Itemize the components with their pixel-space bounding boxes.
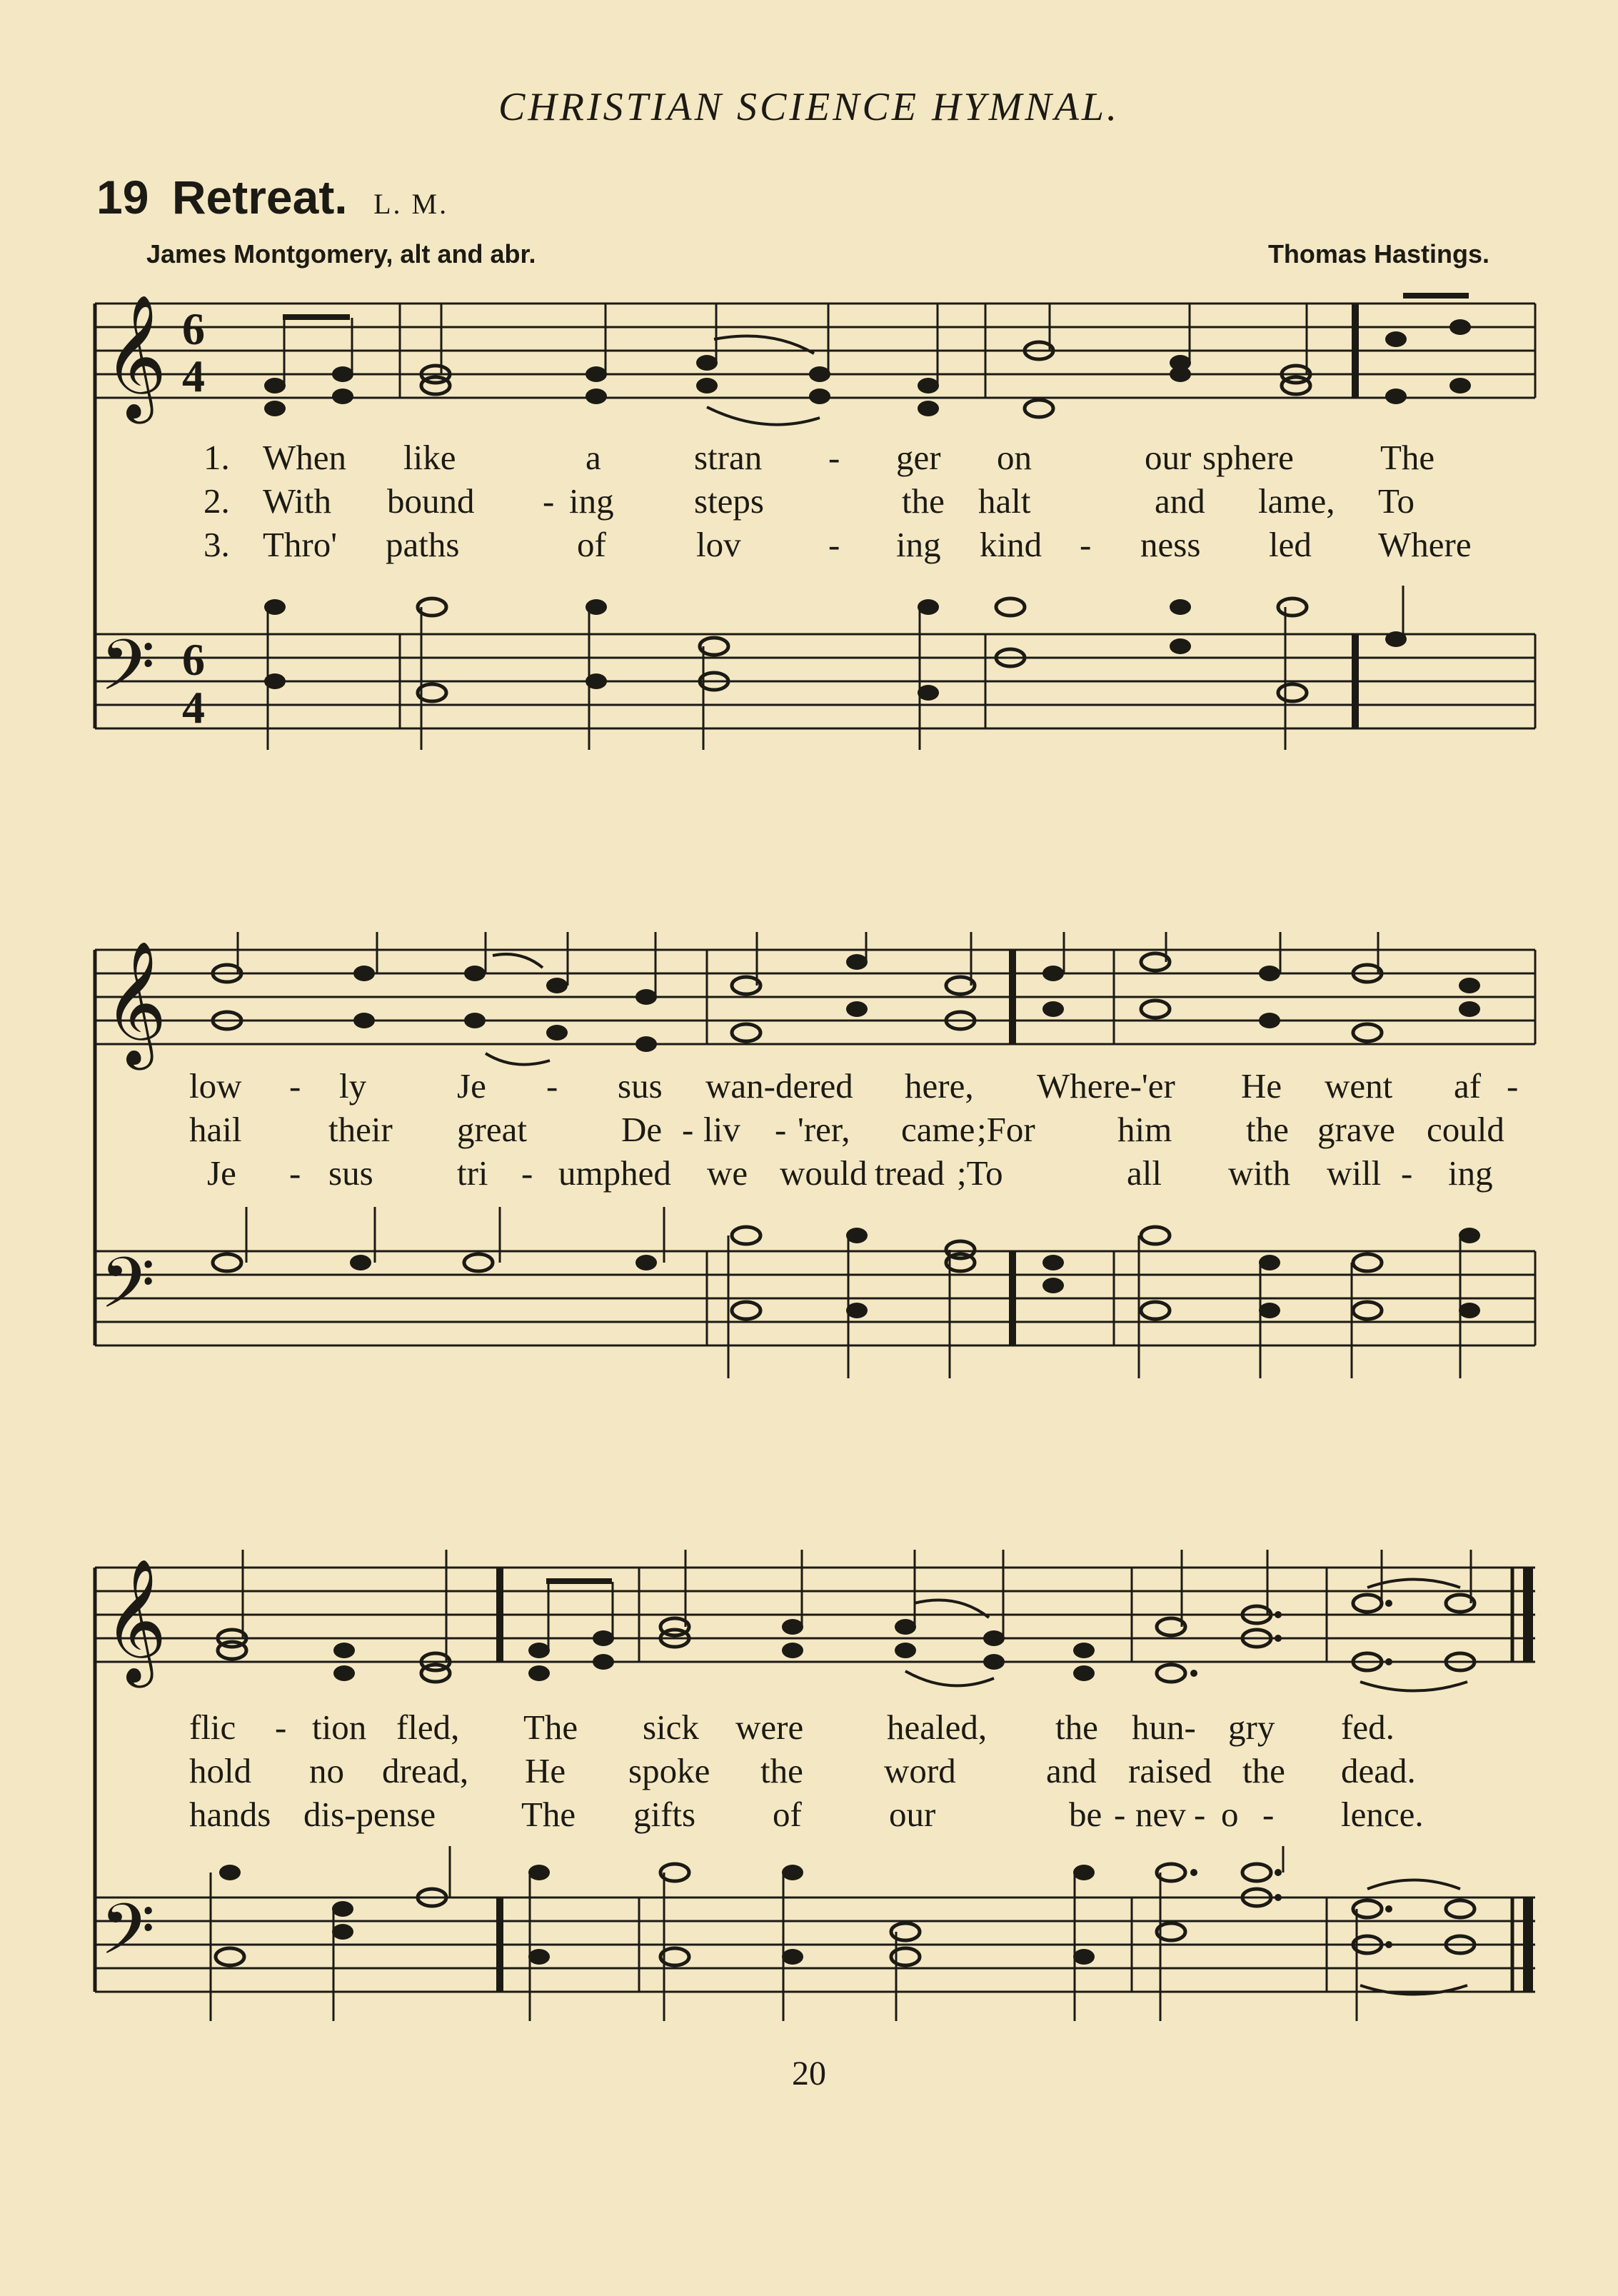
hymn-meter: L. M. bbox=[373, 188, 449, 220]
svg-text:6: 6 bbox=[182, 634, 205, 685]
lyric-syllable: be bbox=[1069, 1795, 1102, 1834]
lyric-syllable: fled, bbox=[396, 1708, 460, 1747]
lyric-syllable: dead. bbox=[1341, 1751, 1416, 1790]
music-system-2 bbox=[0, 928, 1618, 1393]
lyric-line-verse-2 bbox=[0, 481, 1618, 523]
svg-text:𝄞: 𝄞 bbox=[104, 294, 167, 418]
lyric-syllable: dread, bbox=[382, 1751, 469, 1790]
lyric-syllable: - bbox=[1401, 1153, 1413, 1193]
lyric-syllable: kind bbox=[980, 525, 1042, 564]
lyric-syllable: - bbox=[1194, 1795, 1206, 1834]
lyric-syllable: Thro' bbox=[263, 525, 338, 564]
lyric-syllable: lov bbox=[696, 525, 741, 564]
lyric-syllable: ing bbox=[569, 481, 614, 521]
lyric-syllable: 1. bbox=[203, 438, 230, 477]
lyric-syllable: our bbox=[889, 1795, 936, 1834]
lyric-syllable: will bbox=[1327, 1153, 1382, 1193]
lyric-line-verse-1 bbox=[0, 1707, 1618, 1750]
lyric-line-verse-1 bbox=[0, 1066, 1618, 1108]
hymn-number: 19 bbox=[96, 171, 149, 224]
lyric-syllable: steps bbox=[694, 481, 764, 521]
lyric-syllable: paths bbox=[386, 525, 460, 564]
lyric-syllable: o bbox=[1221, 1795, 1239, 1834]
lyric-syllable: - bbox=[275, 1708, 287, 1747]
lyric-syllable: flic bbox=[189, 1708, 236, 1747]
lyric-syllable: sus bbox=[618, 1066, 663, 1106]
lyric-line-verse-1 bbox=[0, 437, 1618, 480]
svg-text:𝄞: 𝄞 bbox=[104, 1558, 167, 1683]
lyric-syllable: word bbox=[884, 1751, 956, 1790]
lyric-syllable: With bbox=[263, 481, 332, 521]
lyric-syllable: ;For bbox=[977, 1110, 1035, 1149]
lyric-syllable: lence. bbox=[1341, 1795, 1424, 1834]
lyric-syllable: - bbox=[828, 525, 840, 564]
lyric-syllable: their bbox=[328, 1110, 393, 1149]
lyric-syllable: tri bbox=[457, 1153, 488, 1193]
lyric-syllable: ly bbox=[339, 1066, 367, 1106]
lyric-syllable: on bbox=[997, 438, 1032, 477]
lyric-syllable: ness bbox=[1140, 525, 1201, 564]
lyric-syllable: - bbox=[775, 1110, 787, 1149]
lyric-syllable: The bbox=[1380, 438, 1435, 477]
lyric-line-verse-3 bbox=[0, 1153, 1618, 1195]
svg-text:4: 4 bbox=[182, 351, 205, 401]
svg-text:𝄢: 𝄢 bbox=[100, 1243, 156, 1342]
lyric-syllable: tion bbox=[312, 1708, 367, 1747]
lyric-syllable: - bbox=[521, 1153, 533, 1193]
lyric-syllable: wan-dered bbox=[705, 1066, 853, 1106]
lyric-syllable: Je bbox=[207, 1153, 236, 1193]
lyric-syllable: - bbox=[289, 1153, 301, 1193]
lyric-syllable: When bbox=[263, 438, 346, 477]
lyric-syllable: the bbox=[1246, 1110, 1289, 1149]
lyric-syllable: came bbox=[901, 1110, 975, 1149]
lyric-syllable: ing bbox=[1448, 1153, 1493, 1193]
lyric-syllable: low bbox=[189, 1066, 242, 1106]
lyric-syllable: hun- bbox=[1132, 1708, 1196, 1747]
lyric-line-verse-3 bbox=[0, 1794, 1618, 1837]
lyric-syllable: hands bbox=[189, 1795, 271, 1834]
hymn-title bbox=[96, 170, 448, 224]
lyric-syllable: sick bbox=[643, 1708, 699, 1747]
lyric-syllable: af bbox=[1454, 1066, 1482, 1106]
lyric-syllable: and bbox=[1046, 1751, 1097, 1790]
lyric-syllable: the bbox=[902, 481, 945, 521]
lyric-syllable: our bbox=[1145, 438, 1192, 477]
lyric-syllable: halt bbox=[978, 481, 1031, 521]
lyric-syllable: 3. bbox=[203, 525, 230, 564]
page-number: 20 bbox=[792, 2055, 826, 2092]
lyric-syllable: umphed bbox=[558, 1153, 671, 1193]
lyric-syllable: a bbox=[586, 438, 601, 477]
running-head: CHRISTIAN SCIENCE HYMNAL. bbox=[498, 85, 1120, 129]
lyric-syllable: - bbox=[828, 438, 840, 477]
lyric-syllable: De bbox=[621, 1110, 663, 1149]
lyric-syllable: sus bbox=[328, 1153, 373, 1193]
lyric-syllable: - bbox=[1080, 525, 1092, 564]
lyric-syllable: ing bbox=[896, 525, 941, 564]
lyric-syllable: He bbox=[525, 1751, 566, 1790]
lyric-syllable: of bbox=[773, 1795, 802, 1834]
author-credit: James Montgomery, alt and abr. bbox=[146, 239, 536, 269]
lyric-syllable: - bbox=[1114, 1795, 1126, 1834]
lyric-syllable: raised bbox=[1128, 1751, 1212, 1790]
lyric-syllable: the bbox=[1055, 1708, 1098, 1747]
lyric-syllable: stran bbox=[694, 438, 763, 477]
lyric-syllable: To bbox=[1378, 481, 1415, 521]
lyric-syllable: no bbox=[309, 1751, 344, 1790]
lyric-syllable: fed. bbox=[1341, 1708, 1395, 1747]
lyric-syllable: here, bbox=[905, 1066, 974, 1106]
lyric-syllable: gifts bbox=[633, 1795, 696, 1834]
lyric-line-verse-3 bbox=[0, 524, 1618, 567]
lyric-syllable: tread bbox=[875, 1153, 945, 1193]
lyric-syllable: dis-pense bbox=[303, 1795, 436, 1834]
svg-text:𝄞: 𝄞 bbox=[104, 941, 167, 1065]
lyric-syllable: of bbox=[577, 525, 606, 564]
lyric-syllable: grave bbox=[1317, 1110, 1395, 1149]
lyric-syllable: hail bbox=[189, 1110, 242, 1149]
lyric-syllable: all bbox=[1127, 1153, 1162, 1193]
svg-text:6: 6 bbox=[182, 304, 205, 354]
music-system-3 bbox=[0, 1546, 1618, 2039]
lyric-syllable: great bbox=[457, 1110, 527, 1149]
lyric-syllable: - bbox=[1507, 1066, 1519, 1106]
svg-text:𝄢: 𝄢 bbox=[100, 1889, 156, 1988]
lyric-syllable: spoke bbox=[628, 1751, 710, 1790]
svg-text:4: 4 bbox=[182, 682, 205, 733]
lyric-syllable: him bbox=[1117, 1110, 1172, 1149]
lyric-syllable: were bbox=[735, 1708, 804, 1747]
lyric-syllable: ger bbox=[896, 438, 941, 477]
lyric-syllable: with bbox=[1228, 1153, 1291, 1193]
lyric-syllable: The bbox=[523, 1708, 578, 1747]
lyric-syllable: sphere bbox=[1202, 438, 1294, 477]
music-system-1 bbox=[0, 286, 1618, 786]
lyric-syllable: - bbox=[682, 1110, 694, 1149]
lyric-syllable: healed, bbox=[887, 1708, 988, 1747]
lyric-syllable: - bbox=[1262, 1795, 1275, 1834]
lyric-syllable: gry bbox=[1228, 1708, 1275, 1747]
lyric-syllable: hold bbox=[189, 1751, 252, 1790]
hymn-name: Retreat. bbox=[171, 171, 348, 224]
lyric-syllable: would bbox=[780, 1153, 868, 1193]
lyric-line-verse-2 bbox=[0, 1109, 1618, 1152]
lyric-syllable: Where bbox=[1378, 525, 1472, 564]
lyric-syllable: bound bbox=[387, 481, 475, 521]
composer-credit: Thomas Hastings. bbox=[1267, 239, 1489, 269]
lyric-syllable: 'rer, bbox=[798, 1110, 850, 1149]
lyric-syllable: - bbox=[289, 1066, 301, 1106]
lyric-syllable: and bbox=[1155, 481, 1205, 521]
lyric-syllable: led bbox=[1269, 525, 1312, 564]
lyric-syllable: He bbox=[1241, 1066, 1282, 1106]
lyric-syllable: we bbox=[707, 1153, 748, 1193]
svg-text:𝄢: 𝄢 bbox=[100, 625, 156, 724]
lyric-syllable: Je bbox=[457, 1066, 486, 1106]
lyric-syllable: 2. bbox=[203, 481, 230, 521]
lyric-syllable: the bbox=[1242, 1751, 1285, 1790]
lyric-syllable: nev bbox=[1135, 1795, 1186, 1834]
lyric-syllable: ;To bbox=[957, 1153, 1003, 1193]
lyric-syllable: The bbox=[521, 1795, 576, 1834]
lyric-syllable: could bbox=[1427, 1110, 1504, 1149]
lyric-syllable: went bbox=[1325, 1066, 1393, 1106]
lyric-syllable: - bbox=[543, 481, 555, 521]
lyric-syllable: liv bbox=[703, 1110, 740, 1149]
lyric-syllable: like bbox=[403, 438, 456, 477]
lyric-syllable: Where-'er bbox=[1037, 1066, 1175, 1106]
lyric-line-verse-2 bbox=[0, 1750, 1618, 1793]
lyric-syllable: lame, bbox=[1258, 481, 1335, 521]
lyric-syllable: - bbox=[546, 1066, 558, 1106]
lyric-syllable: the bbox=[760, 1751, 803, 1790]
